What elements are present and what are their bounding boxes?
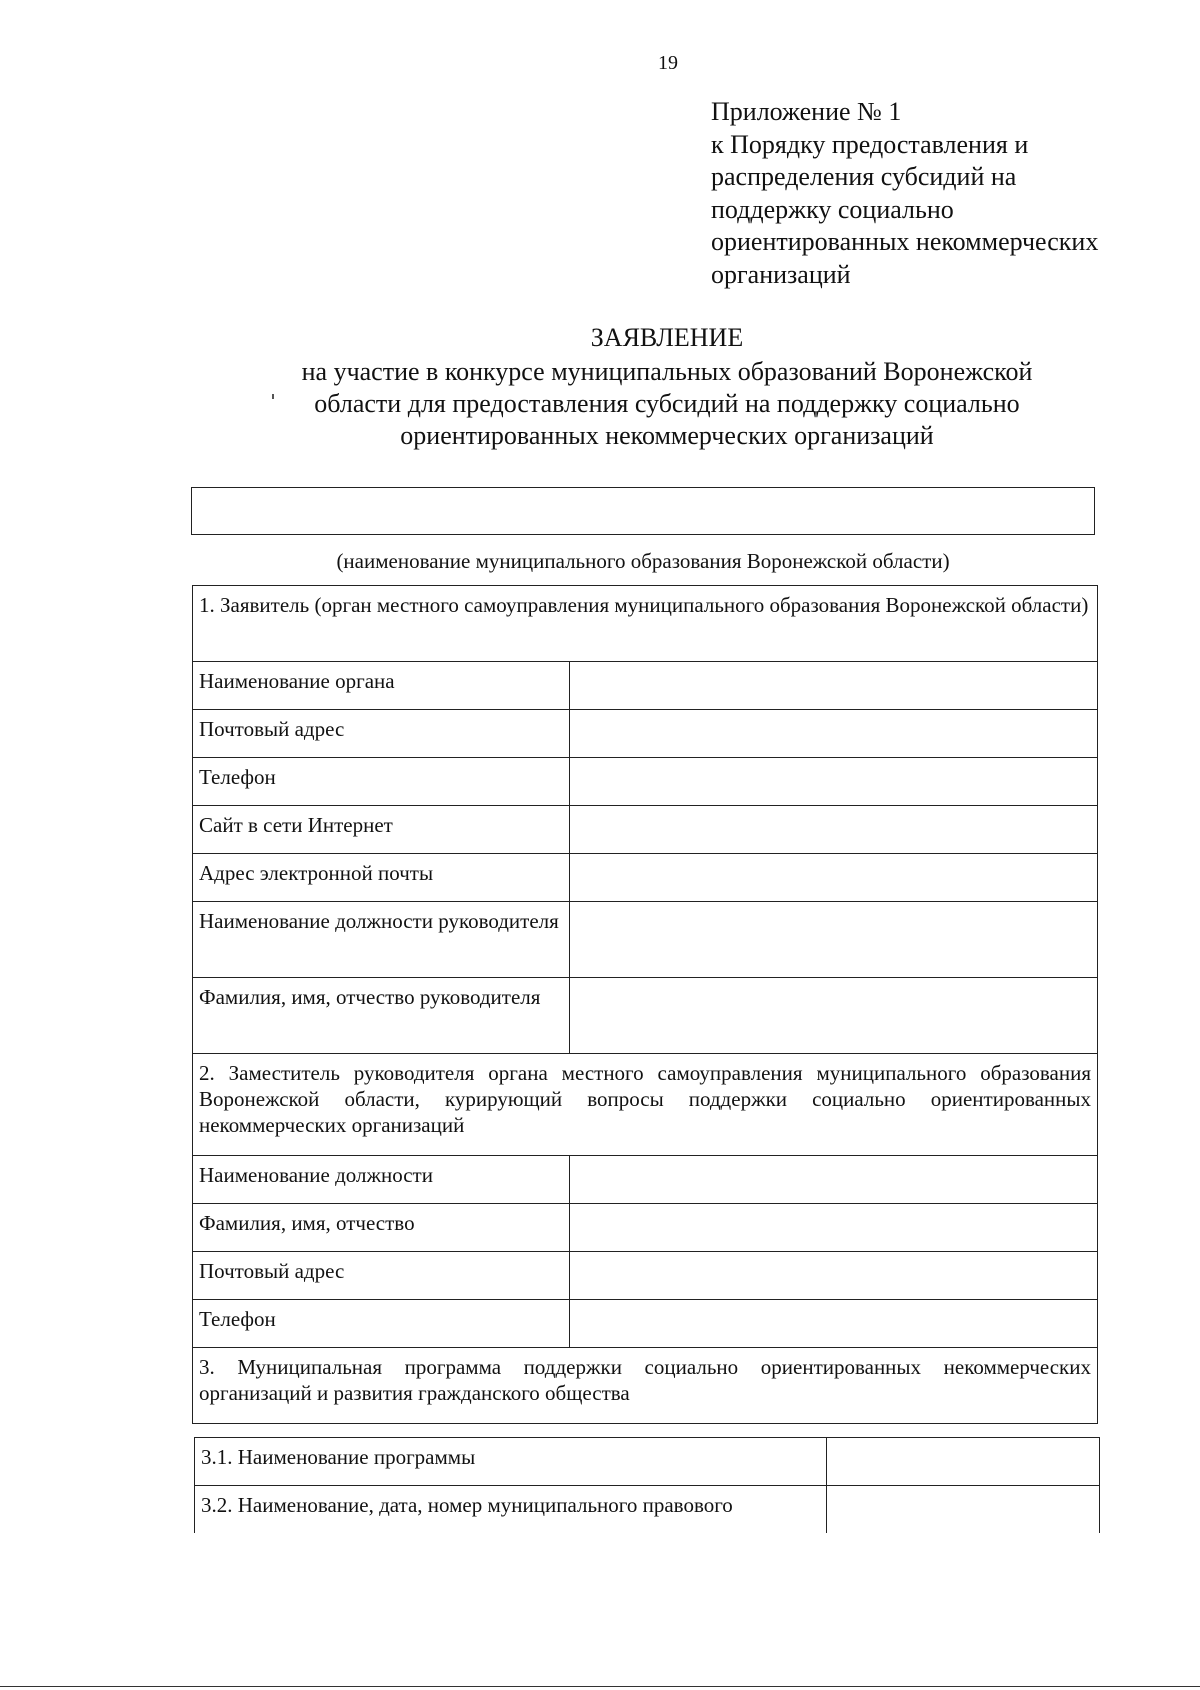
appendix-line: распределения субсидий на — [711, 162, 1017, 191]
title-line: области для предоставления субсидий на поддержку социально — [314, 389, 1020, 418]
section1-title: 1. Заявитель (орган местного самоуправления муниципального образования Воронежской области) — [193, 586, 1098, 662]
deputy-full-name-field[interactable] — [570, 1204, 1098, 1252]
field-label: Адрес электронной почты — [193, 854, 570, 902]
website-field[interactable] — [570, 806, 1098, 854]
form-row — [193, 978, 1098, 1054]
email-field[interactable] — [570, 854, 1098, 902]
organ-name-field[interactable] — [570, 662, 1098, 710]
form-row — [193, 1156, 1098, 1204]
appendix-line: организаций — [711, 259, 851, 289]
phone-field[interactable] — [570, 758, 1098, 806]
form-row — [193, 710, 1098, 758]
form-row — [195, 1486, 1100, 1534]
title-line: ориентированных некоммерческих организаций — [400, 421, 934, 450]
field-label: Почтовый адрес — [193, 1252, 570, 1300]
title-line: на участие в конкурсе муниципальных образований Воронежской — [301, 357, 1033, 386]
field-label: Почтовый адрес — [193, 710, 570, 758]
appendix-line: к Порядку предоставления и — [711, 129, 1029, 159]
deputy-position-field[interactable] — [570, 1156, 1098, 1204]
form-row — [193, 854, 1098, 902]
appendix-line: ориентированных некоммерческих — [711, 227, 1099, 256]
field-label: 3.1. Наименование программы — [195, 1438, 827, 1486]
program-form-table — [194, 1437, 1100, 1533]
deputy-phone-field[interactable] — [570, 1300, 1098, 1348]
field-label: Фамилия, имя, отчество — [193, 1204, 570, 1252]
field-label: Наименование органа — [193, 662, 570, 710]
page-bottom-rule — [0, 1686, 1200, 1687]
form-row — [195, 1438, 1100, 1486]
form-row — [193, 1252, 1098, 1300]
field-label: Сайт в сети Интернет — [193, 806, 570, 854]
field-label: Телефон — [193, 758, 570, 806]
field-label: Наименование должности — [193, 1156, 570, 1204]
municipality-name-caption: (наименование муниципального образования Воронежской области) — [336, 549, 950, 573]
deputy-postal-address-field[interactable] — [570, 1252, 1098, 1300]
head-position-field[interactable] — [570, 902, 1098, 978]
appendix-line: поддержку социально — [711, 194, 954, 224]
field-label: 3.2. Наименование, дата, номер муниципального правового — [195, 1486, 827, 1534]
form-row — [193, 758, 1098, 806]
document-title — [190, 322, 1144, 452]
field-label: Телефон — [193, 1300, 570, 1348]
postal-address-field[interactable] — [570, 710, 1098, 758]
field-label: Фамилия, имя, отчество руководителя — [193, 978, 570, 1054]
title-heading: ЗАЯВЛЕНИЕ — [590, 323, 744, 352]
appendix-line: Приложение № 1 — [711, 97, 902, 126]
section3-title: 3. Муниципальная программа поддержки социально ориентированных некоммерческих организаций и развития гражданского общества — [193, 1348, 1098, 1424]
legal-act-field[interactable] — [827, 1486, 1100, 1534]
section2-title: 2. Заместитель руководителя органа местного самоуправления муниципального образования Воронежской области, курирующий вопросы поддержки социально ориентированных некоммерческих организаций — [193, 1054, 1098, 1156]
form-row — [193, 1300, 1098, 1348]
field-label: Наименование должности руководителя — [193, 902, 570, 978]
applicant-form-table — [192, 585, 1098, 1424]
form-row — [193, 1204, 1098, 1252]
appendix-reference — [711, 96, 1191, 291]
form-row — [193, 662, 1098, 710]
page-number: 19 — [658, 52, 678, 74]
municipality-name-field[interactable] — [191, 487, 1095, 535]
form-row — [193, 806, 1098, 854]
program-name-field[interactable] — [827, 1438, 1100, 1486]
head-full-name-field[interactable] — [570, 978, 1098, 1054]
form-row — [193, 902, 1098, 978]
